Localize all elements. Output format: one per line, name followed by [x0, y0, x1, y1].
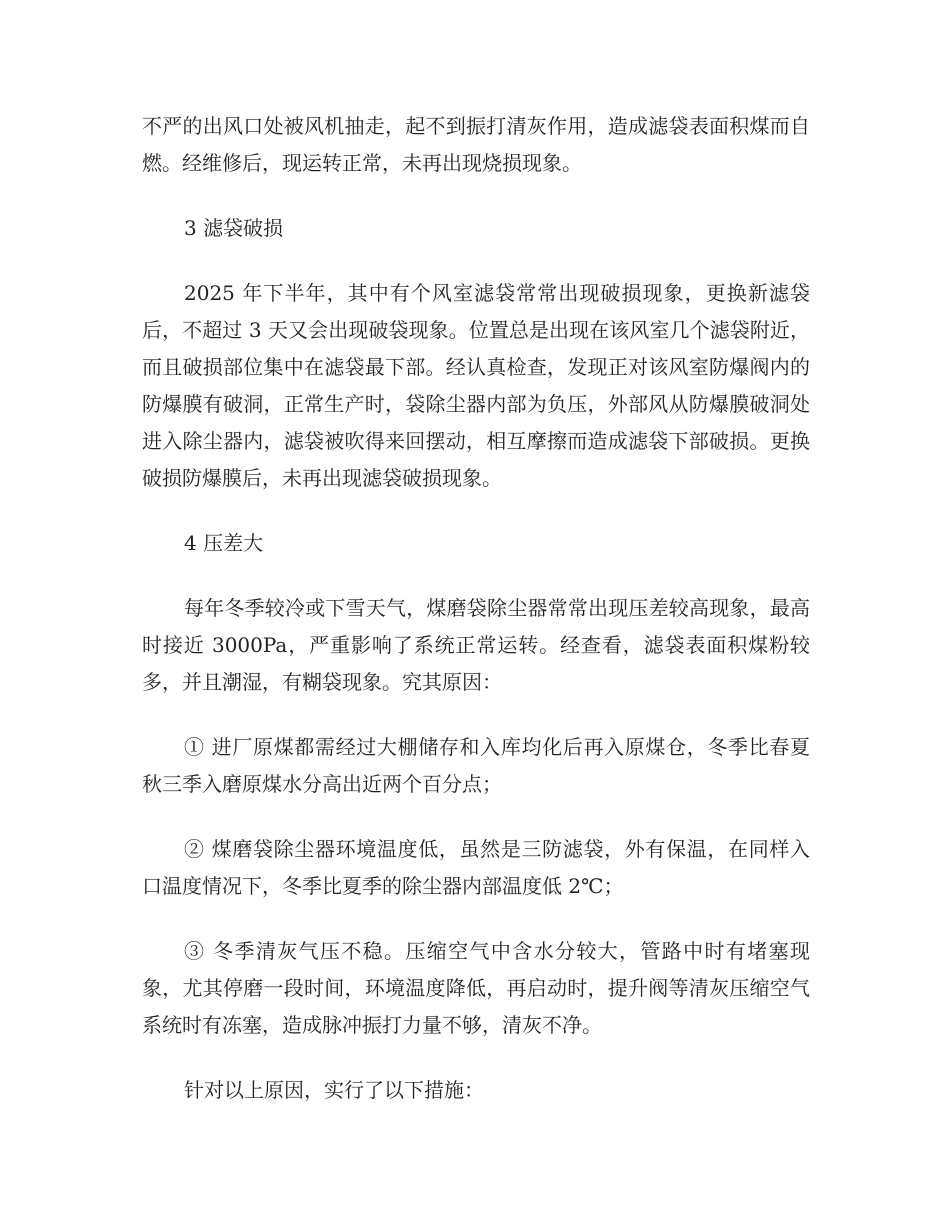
- paragraph-bag-damage: 2025 年下半年，其中有个风室滤袋常常出现破损现象，更换新滤袋后，不超过 3 天又会出现破袋现象。位置总是出现在该风室几个滤袋附近，而且破损部位集中在滤袋最下部。经认真检查，发现正对该风室防爆阀内的防爆膜有破洞，正常生产时，袋除尘器内部为负压，外部风从防爆膜破洞处进入除尘器内，滤袋被吹得来回摆动，相互摩擦而造成滤袋下部破损。更换破损防爆膜后，未再出现滤袋破损现象。: [142, 281, 810, 490]
- paragraph-pressure-difference: 每年冬季较冷或下雪天气，煤磨袋除尘器常常出现压差较高现象，最高时接近 3000Pa，严重影响了系统正常运转。经查看，滤袋表面积煤粉较多，并且潮湿，有糊袋现象。究其原因：: [142, 596, 810, 694]
- paragraph-reason-3: ③ 冬季清灰气压不稳。压缩空气中含水分较大，管路中时有堵塞现象，尤其停磨一段时间，环境温度降低，再启动时，提升阀等清灰压缩空气系统时有冻塞，造成脉冲振打力量不够，清灰不净。: [142, 939, 810, 1037]
- paragraph-measures: 针对以上原因，实行了以下措施：: [184, 1078, 484, 1102]
- paragraph-continuation: 不严的出风口处被风机抽走，起不到振打清灰作用，造成滤袋表面积煤而自燃。经维修后，现运转正常，未再出现烧损现象。: [142, 114, 810, 175]
- section-heading-pressure-difference: 4 压差大: [184, 531, 264, 555]
- paragraph-reason-1: ① 进厂原煤都需经过大棚储存和入库均化后再入原煤仓，冬季比春夏秋三季入磨原煤水分高出近两个百分点；: [142, 735, 810, 796]
- section-heading-bag-damage: 3 滤袋破损: [184, 216, 284, 240]
- paragraph-reason-2: ② 煤磨袋除尘器环境温度低，虽然是三防滤袋，外有保温，在同样入口温度情况下，冬季比夏季的除尘器内部温度低 2℃；: [142, 837, 810, 898]
